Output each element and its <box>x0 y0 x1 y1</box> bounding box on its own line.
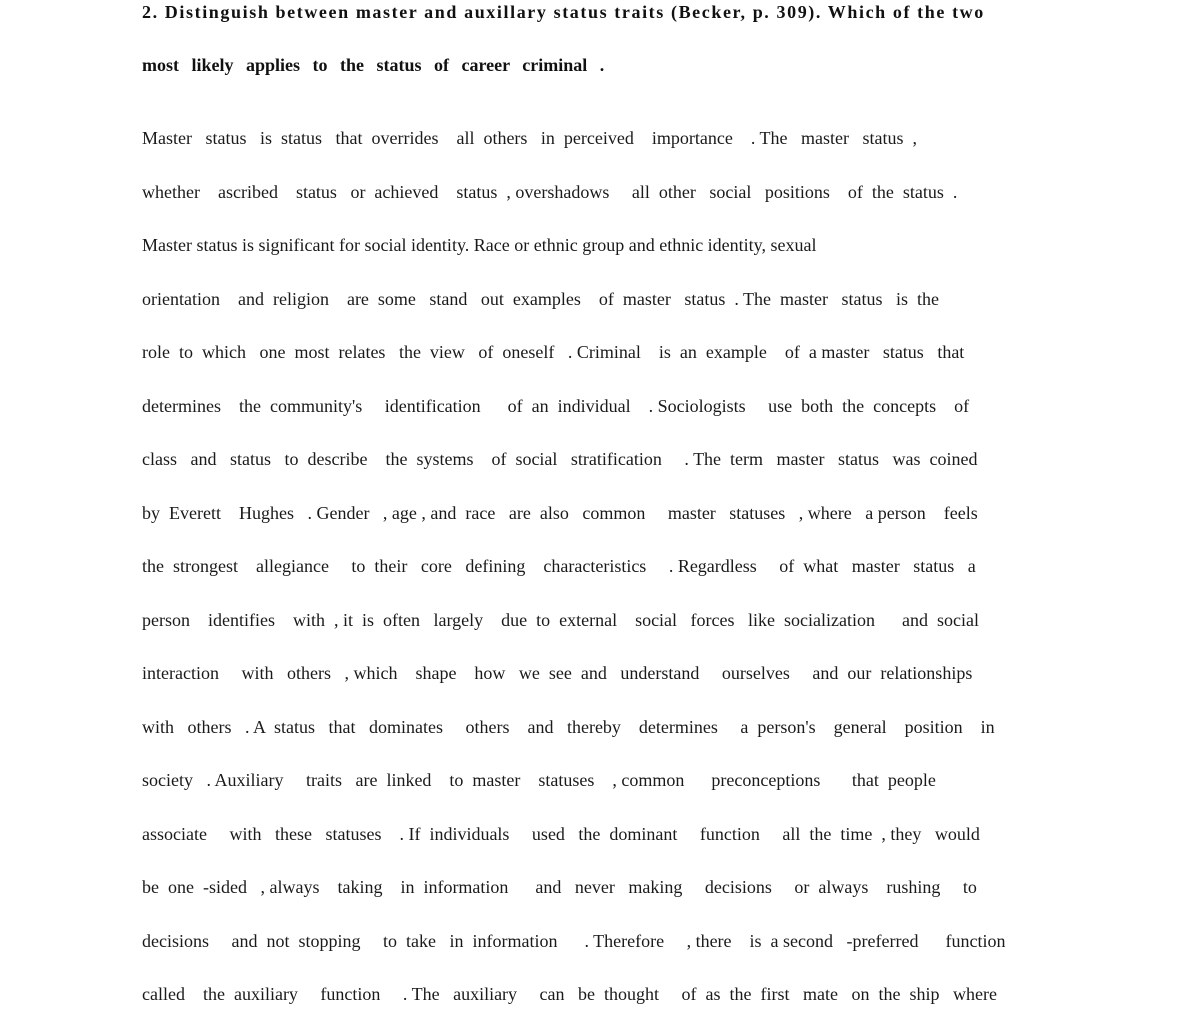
body-text-line: whether ascribed status or achieved status , overshadows all other social positions of the status . <box>142 182 958 202</box>
body-text-line: society . Auxiliary traits are linked to master statuses , common preconceptions that people <box>142 770 936 790</box>
question-heading-line-1: 2. Distinguish between master and auxillary status traits (Becker, p. 309). Which of the two <box>142 2 985 22</box>
body-text-line: Master status is status that overrides all others in perceived importance . The master status , <box>142 128 917 148</box>
body-text-line: Master status is significant for social identity. Race or ethnic group and ethnic identity, sexual <box>142 235 817 255</box>
body-text-line: the strongest allegiance to their core defining characteristics . Regardless of what master status a <box>142 556 976 576</box>
body-text-line: decisions and not stopping to take in information . Therefore , there is a second -preferred function <box>142 931 1006 951</box>
body-text-line: associate with these statuses . If individuals used the dominant function all the time , they would <box>142 824 980 844</box>
body-text-line: called the auxiliary function . The auxiliary can be thought of as the first mate on the ship where <box>142 984 997 1004</box>
body-text-line: class and status to describe the systems of social stratification . The term master status was coined <box>142 449 978 469</box>
body-text-line: be one -sided , always taking in information and never making decisions or always rushing to <box>142 877 977 897</box>
body-text-line: role to which one most relates the view of oneself . Criminal is an example of a master status that <box>142 342 965 362</box>
body-text-line: interaction with others , which shape how we see and understand ourselves and our relationships <box>142 663 973 683</box>
question-heading-line-2: most likely applies to the status of career criminal . <box>142 55 605 75</box>
body-text-line: with others . A status that dominates others and thereby determines a person's general position in <box>142 717 995 737</box>
body-text-line: by Everett Hughes . Gender , age , and race are also common master statuses , where a person feels <box>142 503 978 523</box>
body-text-line: determines the community's identification of an individual . Sociologists use both the concepts of <box>142 396 970 416</box>
body-text-line: person identifies with , it is often largely due to external social forces like socialization and social <box>142 610 979 630</box>
body-text-line: orientation and religion are some stand out examples of master status . The master status is the <box>142 289 940 309</box>
